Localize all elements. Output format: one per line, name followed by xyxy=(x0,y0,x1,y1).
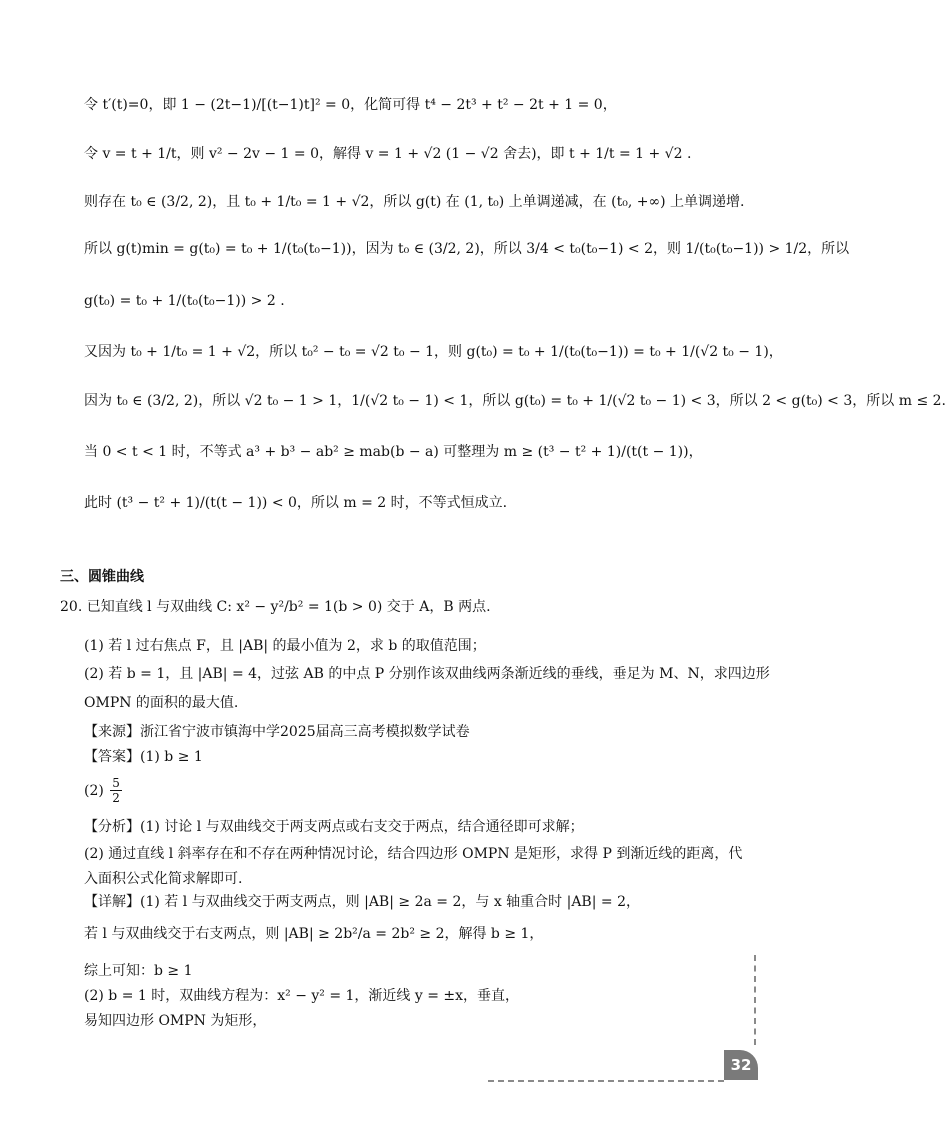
answer-2-denominator: 2 xyxy=(112,791,120,806)
answer-1: (1) b ≥ 1 xyxy=(140,749,203,765)
decorative-dashed-border-vertical xyxy=(754,955,756,1045)
page-number: 32 xyxy=(724,1050,758,1080)
solution-line-6: 又因为 t₀ + 1/t₀ = 1 + √2，所以 t₀² − t₀ = √2 t₀ − 1，则 g(t₀) = t₀ + 1/(t₀(t₀−1)) = t₀ + 1/(√2 t₀ − 1)， xyxy=(84,344,783,360)
answer-2-numerator: 5 xyxy=(112,776,120,790)
detail-label: 【详解】 xyxy=(84,894,140,910)
problem-part-2: (2) 若 b = 1，且 |AB| = 4，过弦 AB 的中点 P 分别作该双曲线两条渐近线的垂线，垂足为 M、N，求四边形 xyxy=(84,666,770,682)
problem-part-1: (1) 若 l 过右焦点 F，且 |AB| 的最小值为 2，求 b 的取值范围； xyxy=(84,638,486,654)
detail-line-4: (2) b = 1 时，双曲线方程为：x² − y² = 1，渐近线 y = ±x，垂直， xyxy=(84,988,520,1004)
detail-line-2: 若 l 与双曲线交于右支两点，则 |AB| ≥ 2b²/a = 2b² ≥ 2，解得 b ≥ 1， xyxy=(84,926,544,942)
analysis-text-1: (1) 讨论 l 与双曲线交于两支两点或右支交于两点，结合通径即可求解； xyxy=(140,819,584,835)
solution-line-9: 此时 (t³ − t² + 1)/(t(t − 1)) < 0，所以 m = 2 时，不等式恒成立. xyxy=(84,495,508,511)
source-label: 【来源】 xyxy=(84,724,140,740)
analysis-line-1 xyxy=(84,818,760,836)
solution-line-7: 因为 t₀ ∈ (3/2, 2)，所以 √2 t₀ − 1 > 1，1/(√2 t₀ − 1) < 1，所以 g(t₀) = t₀ + 1/(√2 t₀ − 1) < 3，所以 2 < g(t₀) < 3，所以 m ≤ 2. xyxy=(84,393,946,409)
source-line xyxy=(84,723,760,741)
detail-line-3: 综上可知：b ≥ 1 xyxy=(84,963,193,979)
analysis-line-3: 入面积公式化简求解即可. xyxy=(84,871,243,887)
solution-line-1: 令 t′(t)=0，即 1 − (2t−1)/[(t−1)t]² = 0，化简可得 t⁴ − 2t³ + t² − 2t + 1 = 0， xyxy=(84,97,617,113)
solution-line-4: 所以 g(t)min = g(t₀) = t₀ + 1/(t₀(t₀−1))，因为 t₀ ∈ (3/2, 2)，所以 3/4 < t₀(t₀−1) < 2，则 1/(t₀(t₀−1)) > 1/2，所以 xyxy=(84,241,850,257)
detail-text-1: (1) 若 l 与双曲线交于两支两点，则 |AB| ≥ 2a = 2，与 x 轴重合时 |AB| = 2， xyxy=(140,894,640,910)
answer-2-fraction xyxy=(110,776,122,806)
detail-line-5: 易知四边形 OMPN 为矩形， xyxy=(84,1013,267,1029)
solution-line-5: g(t₀) = t₀ + 1/(t₀(t₀−1)) > 2 . xyxy=(84,293,285,309)
problem-stem: 20. 已知直线 l 与双曲线 C: x² − y²/b² = 1(b > 0) 交于 A，B 两点. xyxy=(60,599,491,615)
decorative-dashed-border-horizontal xyxy=(488,1080,724,1082)
source-text: 浙江省宁波市镇海中学2025届高三高考模拟数学试卷 xyxy=(140,724,470,740)
answer-line-2 xyxy=(84,776,760,806)
section-heading: 三、圆锥曲线 xyxy=(60,569,144,585)
analysis-label: 【分析】 xyxy=(84,819,140,835)
solution-line-3: 则存在 t₀ ∈ (3/2, 2)，且 t₀ + 1/t₀ = 1 + √2，所以 g(t) 在 (1, t₀) 上单调递减，在 (t₀, +∞) 上单调递增. xyxy=(84,194,745,210)
problem-part-2-continued: OMPN 的面积的最大值. xyxy=(84,695,239,711)
answer-2-prefix: (2) xyxy=(84,782,104,799)
answer-label: 【答案】 xyxy=(84,749,140,765)
detail-line-1 xyxy=(84,893,760,911)
solution-line-2: 令 v = t + 1/t，则 v² − 2v − 1 = 0，解得 v = 1 + √2 (1 − √2 舍去)，即 t + 1/t = 1 + √2 . xyxy=(84,146,692,162)
analysis-line-2: (2) 通过直线 l 斜率存在和不存在两种情况讨论，结合四边形 OMPN 是矩形，求得 P 到渐近线的距离，代 xyxy=(84,846,743,862)
answer-line-1 xyxy=(84,748,760,766)
solution-line-8: 当 0 < t < 1 时，不等式 a³ + b³ − ab² ≥ mab(b − a) 可整理为 m ≥ (t³ − t² + 1)/(t(t − 1))， xyxy=(84,444,703,460)
